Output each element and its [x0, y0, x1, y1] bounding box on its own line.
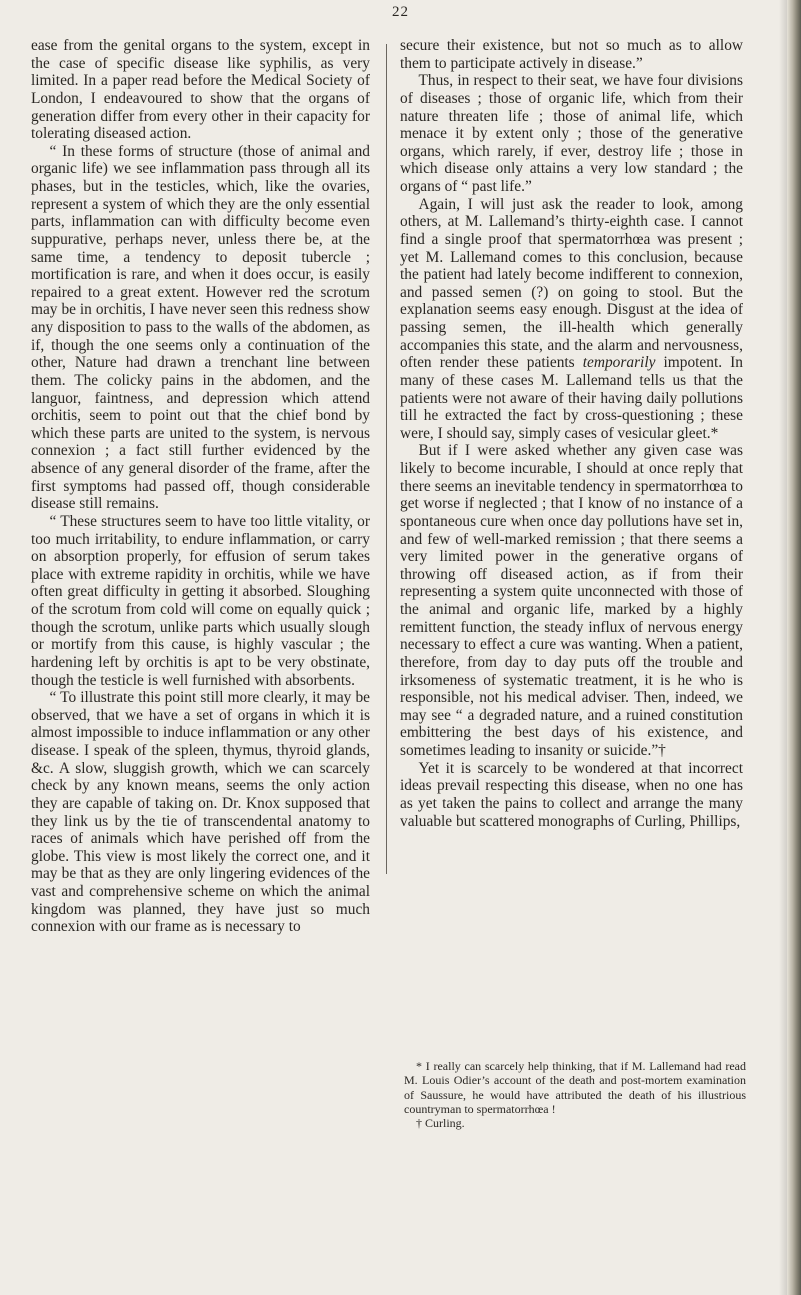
- paragraph-text: impotent. In many of these cases M. Lallemand tells us that the patients were not aware of their having daily pollutions till he extracted the fact by cross-questioning ; these were, I should say, simply cases of vesicular gleet.*: [400, 354, 743, 442]
- right-column: [400, 37, 743, 830]
- book-edge: [787, 0, 801, 1295]
- footnote: † Curling.: [416, 1116, 465, 1131]
- paragraph: Yet it is scarcely to be wondered at that incorrect ideas prevail respecting this disease, when no one has as yet taken the pains to collect and arrange the many valuable but scattered monographs of Curling, Phillips,: [400, 759, 743, 830]
- footnote: * I really can scarcely help thinking, that if M. Lallemand had read M. Louis Odier’s account of the death and post-mortem examination of Saussure, he would have attributed the death of his illustrious countryman to spermatorrhœa !: [404, 1059, 746, 1116]
- paragraph: secure their existence, but not so much as to allow them to participate actively in disease.”: [400, 37, 743, 72]
- paragraph: Thus, in respect to their seat, we have four divisions of diseases ; those of organic life, which from their nature threaten life ; those of animal life, which menace it by extent only ; those of the generative organs, which rarely, if ever, destroy life ; those in which disease only attains a very low standard ; the organs of “ past life.”: [400, 72, 743, 195]
- left-column: [31, 37, 370, 936]
- page-edge-shadow: [779, 0, 787, 1295]
- paragraph: “ These structures seem to have too little vitality, or too much irritability, to endure inflammation, or carry on absorption properly, for effusion of serum takes place with extreme rapidity in orchitis, while we have often great difficulty in getting it absorbed. Sloughing of the scrotum from cold will come on equally quick ; though the scrotum, unlike parts which usually slough or mortify from this cause, is highly vascular ; the hardening left by orchitis is apt to be very obstinate, though the testicle is well furnished with absorbents.: [31, 512, 370, 689]
- paragraph-text: Again, I will just ask the reader to look, among others, at M. Lallemand’s thirty-eighth case. I cannot find a single proof that spermatorrhœa was present ; yet M. Lallemand comes to this conclusion, because the patient had lately become indifferent to connexion, and passed semen (?) on going to stool. But the explanation seems easy enough. Disgust at the idea of passing semen, the ill-health which generally accompanies this state, and the alarm and nervousness, often render these patients: [400, 195, 743, 372]
- column-divider: [386, 44, 387, 874]
- paragraph: “ To illustrate this point still more clearly, it may be observed, that we have a set of organs in which it is almost impossible to induce inflammation or any other disease. I speak of the spleen, thymus, thyroid glands, &c. A slow, sluggish growth, which we can scarcely check by any known means, seems the only action they are capable of taking on. Dr. Knox supposed that they link us by the tie of transcendental anatomy to races of animals which have perished off from the globe. This view is most likely the correct one, and it may be that as they are only lingering evidences of the vast and comprehensive scheme on which the animal kingdom was planned, they have just so much connexion with our frame as is necessary to: [31, 689, 370, 936]
- italic-text: temporarily: [582, 354, 656, 372]
- paragraph: ease from the genital organs to the system, except in the case of specific disease like syphilis, as very limited. In a paper read before the Medical Society of London, I endeavoured to show that the organs of generation differ from every other in their capacity for tolerating diseased action.: [31, 37, 370, 143]
- page-number: 22: [392, 4, 409, 20]
- paragraph: But if I were asked whether any given case was likely to become incurable, I should at once reply that there seems an inevitable tendency in spermatorrhœa to get worse if neglected ; that I know of no instance of a spontaneous cure when once day pollutions have set in, and few of well-marked remission ; that there seems a very limited power in the generative organs of throwing off diseased action, as if from their representing a system quite unconnected with those of the animal and organic life, marked by a highly remittent function, the steady influx of nervous energy necessary to effect a cure was wanting. When a patient, therefore, from day to day puts off the trouble and irksomeness of systematic treatment, it is he who is responsible, not his medical adviser. Then, indeed, we may see “ a degraded nature, and a ruined constitution embittering the best days of his existence, and sometimes leading to insanity or suicide.”†: [400, 442, 743, 759]
- paragraph: [400, 196, 743, 443]
- footnotes: [404, 1059, 746, 1130]
- paragraph: “ In these forms of structure (those of animal and organic life) we see inflammation pass through all its phases, but in the testicles, which, like the ovaries, represent a system of which they are the only essential parts, inflammation can with difficulty become even suppurative, perhaps never, unless there be, at the same time, a tendency to deposit tubercle ; mortification is rare, and when it does occur, is easily repaired to a great extent. However red the scrotum may be in orchitis, I have never seen this redness show any disposition to pass to the walls of the abdomen, as if, though the one seems only a continuation of the other, Nature had drawn a trenchant line between them. The colicky pains in the abdomen, and the languor, faintness, and depression which attend orchitis, seem to point out that the chief bond by which these parts are united to the system, is nervous connexion ; a fact still further evidenced by the absence of any general disorder of the frame, after the first symptoms had passed off, though considerable disease still remains.: [31, 142, 370, 513]
